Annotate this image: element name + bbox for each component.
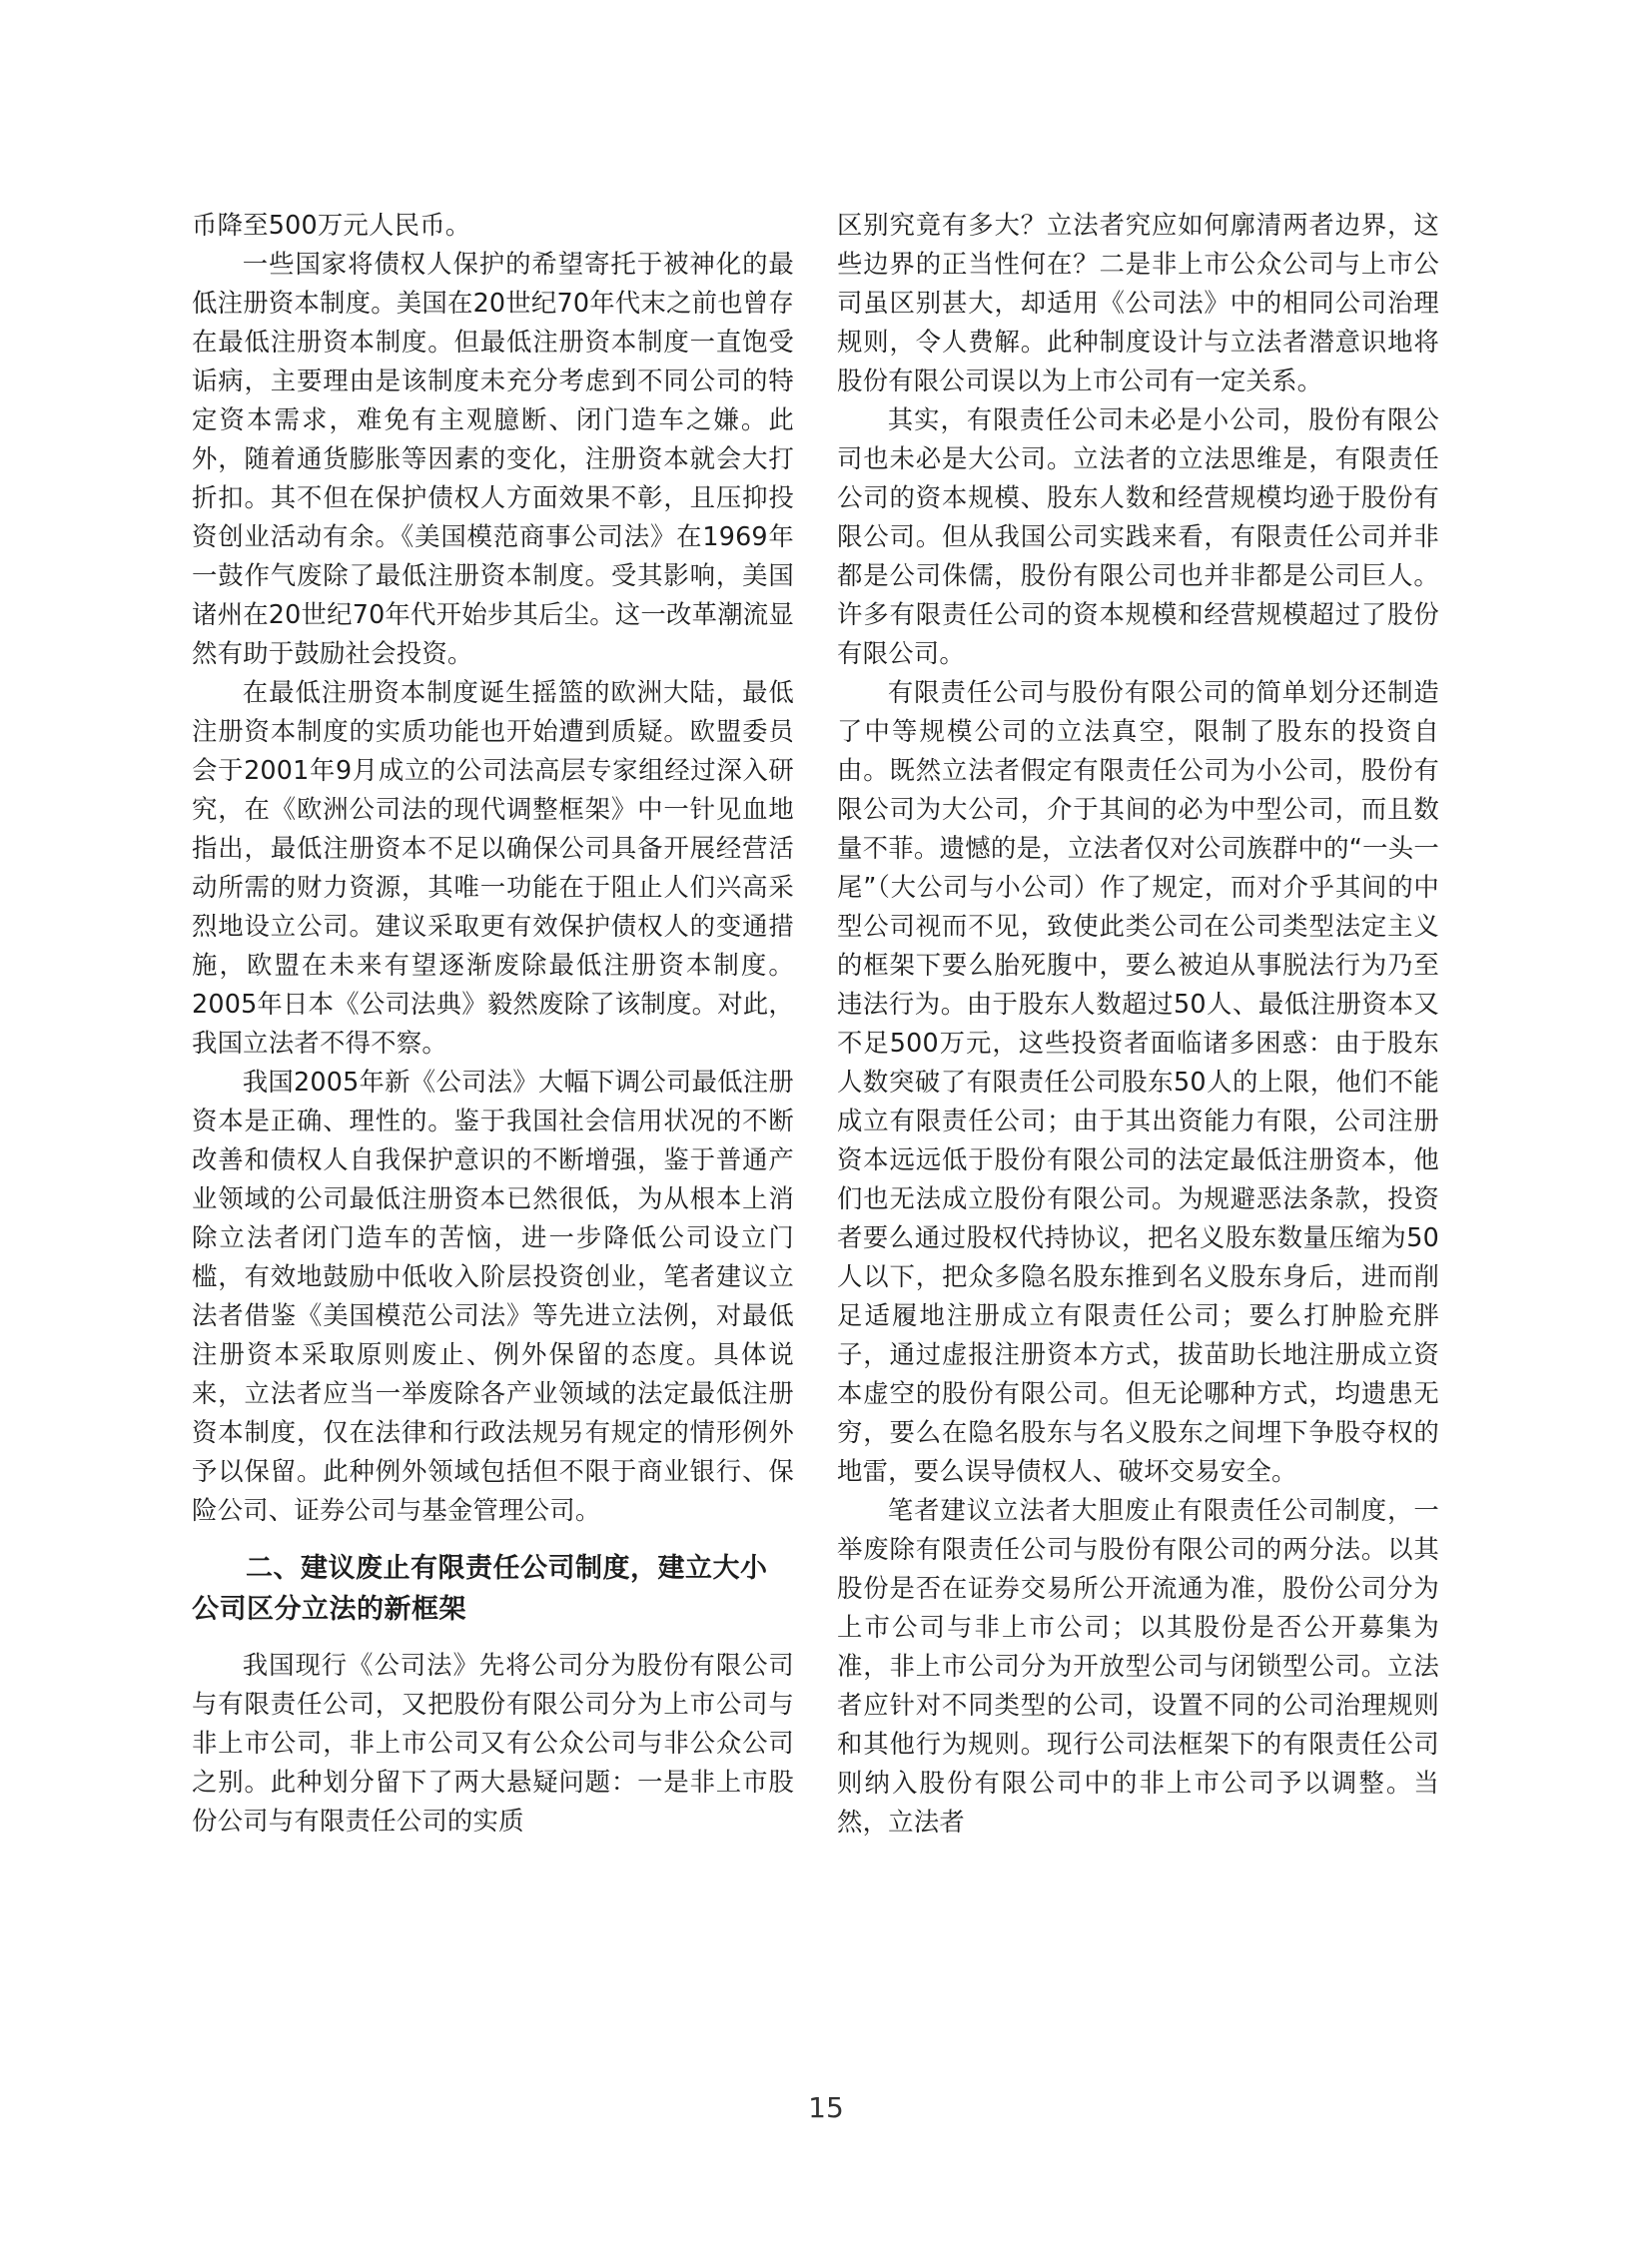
body-paragraph: 有限责任公司与股份有限公司的简单划分还制造了中等规模公司的立法真空，限制了股东的投资自由。既然立法者假定有限责任公司为小公司，股份有限公司为大公司，介于其间的必为中型公司，而且数量不菲。遗憾的是，立法者仅对公司族群中的“一头一尾”（大公司与小公司）作了规定，而对介乎其间的中型公司视而不见，致使此类公司在公司类型法定主义的框架下要么胎死腹中，要么被迫从事脱法行为乃至违法行为。由于股东人数超过50人、最低注册资本又不足500万元，这些投资者面临诸多困惑：由于股东人数突破了有限责任公司股东50人的上限，他们不能成立有限责任公司；由于其出资能力有限，公司注册资本远远低于股份有限公司的法定最低注册资本，他们也无法成立股份有限公司。为规避恶法条款，投资者要么通过股权代持协议，把名义股东数量压缩为50人以下，把众多隐名股东推到名义股东身后，进而削足适履地注册成立有限责任公司；要么打肿脸充胖子，通过虚报注册资本方式，拔苗助长地注册成立资本虚空的股份有限公司。但无论哪种方式，均遗患无穷，要么在隐名股东与名义股东之间埋下争股夺权的地雷，要么误导债权人、破坏交易安全。 [837,677,1439,1486]
body-paragraph: 其实，有限责任公司未必是小公司，股份有限公司也未必是大公司。立法者的立法思维是，有限责任公司的资本规模、股东人数和经营规模均逊于股份有限公司。但从我国公司实践来看，有限责任公司并非都是公司侏儒，股份有限公司也并非都是公司巨人。许多有限责任公司的资本规模和经营规模超过了股份有限公司。 [837,404,1439,668]
body-paragraph: 我国2005年新《公司法》大幅下调公司最低注册资本是正确、理性的。鉴于我国社会信用状况的不断改善和债权人自我保护意识的不断增强，鉴于普通产业领域的公司最低注册资本已然很低，为从根本上消除立法者闭门造车的苦恼，进一步降低公司设立门槛，有效地鼓励中低收入阶层投资创业，笔者建议立法者借鉴《美国模范公司法》等先进立法例，对最低注册资本采取原则废止、例外保留的态度。具体说来，立法者应当一举废除各产业领域的法定最低注册资本制度，仅在法律和行政法规另有规定的情形例外予以保留。此种例外领域包括但不限于商业银行、保险公司、证券公司与基金管理公司。 [192,1067,794,1525]
body-paragraph: 币降至500万元人民币。 [192,210,471,240]
body-paragraph: 在最低注册资本制度诞生摇篮的欧洲大陆，最低注册资本制度的实质功能也开始遭到质疑。欧盟委员会于2001年9月成立的公司法高层专家组经过深入研究，在《欧洲公司法的现代调整框架》中一针见血地指出，最低注册资本不足以确保公司具备开展经营活动所需的财力资源，其唯一功能在于阻止人们兴高采烈地设立公司。建议采取更有效保护债权人的变通措施，欧盟在未来有望逐渐废除最低注册资本制度。2005年日本《公司法典》毅然废除了该制度。对此，我国立法者不得不察。 [192,677,794,1058]
left-column [192,206,794,1841]
body-paragraph: 区别究竟有多大？立法者究应如何廓清两者边界，这些边界的正当性何在？二是非上市公众公司与上市公司虽区别甚大，却适用《公司法》中的相同公司治理规则，令人费解。此种制度设计与立法者潜意识地将股份有限公司误以为上市公司有一定关系。 [837,210,1439,395]
page-number: 15 [808,2091,844,2124]
right-column [837,206,1439,1842]
body-paragraph: 我国现行《公司法》先将公司分为股份有限公司与有限责任公司，又把股份有限公司分为上市公司与非上市公司，非上市公司又有公众公司与非公众公司之别。此种划分留下了两大悬疑问题：一是非上市股份公司与有限责任公司的实质 [192,1650,794,1836]
body-paragraph: 笔者建议立法者大胆废止有限责任公司制度，一举废除有限责任公司与股份有限公司的两分法。以其股份是否在证券交易所公开流通为准，股份公司分为上市公司与非上市公司；以其股份是否公开募集为准，非上市公司分为开放型公司与闭锁型公司。立法者应针对不同类型的公司，设置不同的公司治理规则和其他行为规则。现行公司法框架下的有限责任公司则纳入股份有限公司中的非上市公司予以调整。当然，立法者 [837,1495,1439,1837]
body-paragraph: 一些国家将债权人保护的希望寄托于被神化的最低注册资本制度。美国在20世纪70年代末之前也曾存在最低注册资本制度。但最低注册资本制度一直饱受诟病，主要理由是该制度未充分考虑到不同公司的特定资本需求，难免有主观臆断、闭门造车之嫌。此外，随着通货膨胀等因素的变化，注册资本就会大打折扣。其不但在保护债权人方面效果不彰，且压抑投资创业活动有余。《美国模范商事公司法》在1969年一鼓作气废除了最低注册资本制度。受其影响，美国诸州在20世纪70年代开始步其后尘。这一改革潮流显然有助于鼓励社会投资。 [192,249,794,668]
section-heading: 二、建议废止有限责任公司制度，建立大小公司区分立法的新框架 [192,1553,768,1625]
